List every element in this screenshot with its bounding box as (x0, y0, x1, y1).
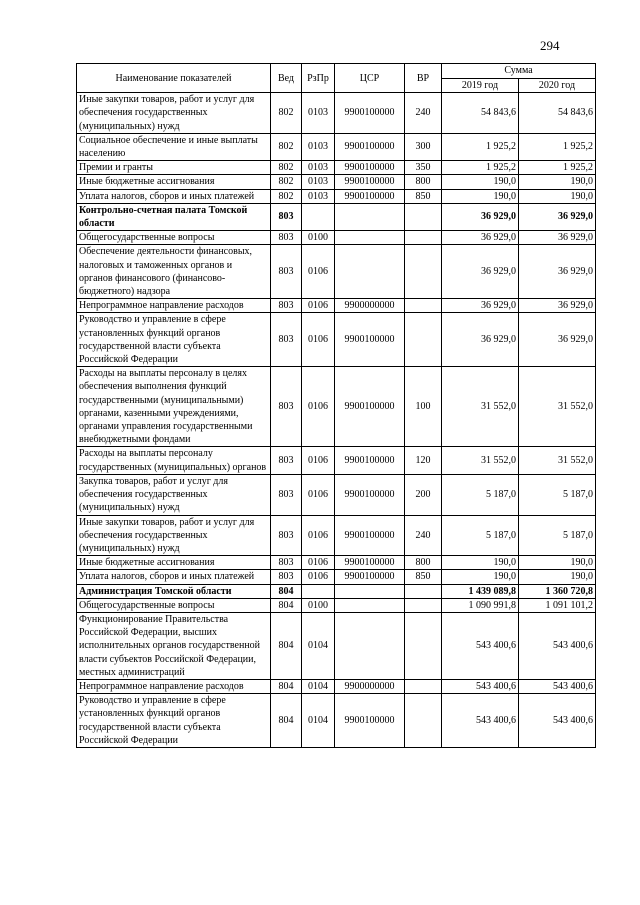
cell-vr: 300 (405, 133, 442, 160)
table-row (77, 367, 596, 447)
cell-sum-2020: 190,0 (519, 175, 596, 189)
cell-sum-2020: 543 400,6 (519, 612, 596, 679)
cell-sum-2019: 543 400,6 (442, 679, 519, 693)
table-row (77, 245, 596, 299)
cell-csr: 9900000000 (335, 299, 405, 313)
cell-csr: 9900100000 (335, 447, 405, 474)
cell-name: Закупка товаров, работ и услуг для обеспечения государственных (муниципальных) нужд (77, 474, 271, 515)
cell-name: Расходы на выплаты персоналу государственных (муниципальных) органов (77, 447, 271, 474)
cell-rzpr: 0103 (302, 175, 335, 189)
cell-rzpr (302, 203, 335, 230)
cell-rzpr: 0103 (302, 161, 335, 175)
cell-rzpr: 0106 (302, 313, 335, 367)
cell-sum-2019: 190,0 (442, 189, 519, 203)
cell-vr: 100 (405, 367, 442, 447)
cell-ved: 803 (271, 203, 302, 230)
cell-sum-2020: 31 552,0 (519, 447, 596, 474)
cell-vr: 200 (405, 474, 442, 515)
table-row (77, 313, 596, 367)
cell-sum-2019: 190,0 (442, 570, 519, 584)
cell-ved: 803 (271, 570, 302, 584)
cell-rzpr: 0106 (302, 474, 335, 515)
cell-sum-2020: 543 400,6 (519, 694, 596, 748)
cell-sum-2020: 5 187,0 (519, 515, 596, 556)
cell-sum-2020: 36 929,0 (519, 203, 596, 230)
cell-name: Непрограммное направление расходов (77, 679, 271, 693)
budget-table (76, 63, 596, 748)
cell-ved: 804 (271, 694, 302, 748)
cell-vr: 800 (405, 175, 442, 189)
cell-rzpr: 0106 (302, 299, 335, 313)
cell-csr: 9900100000 (335, 570, 405, 584)
cell-csr: 9900100000 (335, 93, 405, 134)
cell-ved: 803 (271, 367, 302, 447)
cell-name: Руководство и управление в сфере установленных функций органов государственной власти субъекта Российской Федерации (77, 694, 271, 748)
cell-sum-2019: 36 929,0 (442, 313, 519, 367)
cell-vr: 800 (405, 556, 442, 570)
cell-sum-2020: 543 400,6 (519, 679, 596, 693)
cell-sum-2020: 1 360 720,8 (519, 584, 596, 598)
cell-name: Администрация Томской области (77, 584, 271, 598)
cell-ved: 802 (271, 161, 302, 175)
cell-sum-2019: 36 929,0 (442, 231, 519, 245)
cell-sum-2020: 1 925,2 (519, 133, 596, 160)
cell-rzpr (302, 584, 335, 598)
cell-ved: 803 (271, 313, 302, 367)
cell-name: Обеспечение деятельности финансовых, налоговых и таможенных органов и органов финансового (финансово-бюджетного) надзора (77, 245, 271, 299)
cell-sum-2020: 1 091 101,2 (519, 598, 596, 612)
cell-csr: 9900100000 (335, 189, 405, 203)
cell-name: Руководство и управление в сфере установленных функций органов государственной власти субъекта Российской Федерации (77, 313, 271, 367)
header-sum: Сумма (442, 64, 596, 79)
cell-vr: 240 (405, 93, 442, 134)
table-body (77, 93, 596, 748)
cell-csr: 9900100000 (335, 556, 405, 570)
cell-name: Функционирование Правительства Российской Федерации, высших исполнительных органов государственной власти субъектов Российской Федерации, местных администраций (77, 612, 271, 679)
cell-sum-2020: 190,0 (519, 189, 596, 203)
table-row (77, 189, 596, 203)
cell-vr (405, 203, 442, 230)
cell-sum-2019: 1 090 991,8 (442, 598, 519, 612)
cell-sum-2019: 31 552,0 (442, 367, 519, 447)
cell-name: Иные бюджетные ассигнования (77, 175, 271, 189)
cell-rzpr: 0104 (302, 694, 335, 748)
cell-sum-2020: 36 929,0 (519, 245, 596, 299)
header-ved: Вед (271, 64, 302, 93)
cell-vr (405, 231, 442, 245)
cell-sum-2020: 31 552,0 (519, 367, 596, 447)
cell-sum-2020: 1 925,2 (519, 161, 596, 175)
cell-sum-2020: 36 929,0 (519, 313, 596, 367)
cell-ved: 802 (271, 93, 302, 134)
cell-sum-2019: 5 187,0 (442, 515, 519, 556)
cell-vr (405, 679, 442, 693)
cell-csr (335, 231, 405, 245)
header-csr: ЦСР (335, 64, 405, 93)
cell-name: Иные закупки товаров, работ и услуг для обеспечения государственных (муниципальных) нужд (77, 515, 271, 556)
cell-rzpr: 0104 (302, 679, 335, 693)
cell-csr (335, 584, 405, 598)
table-header (77, 64, 596, 93)
cell-csr (335, 245, 405, 299)
table-row (77, 570, 596, 584)
cell-sum-2019: 543 400,6 (442, 612, 519, 679)
cell-ved: 803 (271, 299, 302, 313)
cell-rzpr: 0106 (302, 447, 335, 474)
cell-sum-2019: 36 929,0 (442, 245, 519, 299)
cell-vr (405, 584, 442, 598)
cell-sum-2020: 190,0 (519, 570, 596, 584)
table-row (77, 93, 596, 134)
cell-sum-2020: 54 843,6 (519, 93, 596, 134)
cell-sum-2019: 36 929,0 (442, 299, 519, 313)
cell-name: Уплата налогов, сборов и иных платежей (77, 570, 271, 584)
cell-sum-2020: 36 929,0 (519, 231, 596, 245)
table-row (77, 175, 596, 189)
cell-ved: 804 (271, 584, 302, 598)
cell-vr: 120 (405, 447, 442, 474)
cell-rzpr: 0104 (302, 612, 335, 679)
cell-vr (405, 694, 442, 748)
cell-csr (335, 203, 405, 230)
table-row (77, 447, 596, 474)
cell-csr (335, 598, 405, 612)
cell-vr (405, 313, 442, 367)
cell-vr: 850 (405, 570, 442, 584)
cell-name: Расходы на выплаты персоналу в целях обеспечения выполнения функций государственными (муниципальными) органами, казенными учреждениями, органами управления государственными внебюджетными фондами (77, 367, 271, 447)
cell-rzpr: 0106 (302, 367, 335, 447)
cell-rzpr: 0106 (302, 570, 335, 584)
cell-sum-2019: 1 439 089,8 (442, 584, 519, 598)
header-name: Наименование показателей (77, 64, 271, 93)
cell-csr: 9900100000 (335, 161, 405, 175)
cell-vr (405, 598, 442, 612)
cell-name: Контрольно-счетная палата Томской области (77, 203, 271, 230)
cell-vr (405, 299, 442, 313)
cell-csr: 9900100000 (335, 367, 405, 447)
table-row (77, 556, 596, 570)
cell-ved: 804 (271, 612, 302, 679)
cell-vr (405, 612, 442, 679)
cell-rzpr: 0103 (302, 189, 335, 203)
cell-name: Общегосударственные вопросы (77, 598, 271, 612)
cell-sum-2020: 36 929,0 (519, 299, 596, 313)
cell-rzpr: 0106 (302, 556, 335, 570)
cell-sum-2019: 36 929,0 (442, 203, 519, 230)
cell-vr (405, 245, 442, 299)
cell-sum-2019: 54 843,6 (442, 93, 519, 134)
cell-ved: 802 (271, 189, 302, 203)
cell-ved: 803 (271, 556, 302, 570)
cell-csr (335, 612, 405, 679)
cell-csr: 9900100000 (335, 694, 405, 748)
cell-sum-2020: 190,0 (519, 556, 596, 570)
cell-ved: 804 (271, 679, 302, 693)
cell-ved: 802 (271, 133, 302, 160)
table-row (77, 679, 596, 693)
cell-ved: 803 (271, 245, 302, 299)
cell-name: Социальное обеспечение и иные выплаты населению (77, 133, 271, 160)
cell-sum-2019: 31 552,0 (442, 447, 519, 474)
header-vr: ВР (405, 64, 442, 93)
cell-csr: 9900000000 (335, 679, 405, 693)
table-row (77, 203, 596, 230)
table-row (77, 612, 596, 679)
header-rzpr: РзПр (302, 64, 335, 93)
table-row (77, 474, 596, 515)
cell-vr: 850 (405, 189, 442, 203)
cell-sum-2019: 1 925,2 (442, 133, 519, 160)
cell-sum-2019: 543 400,6 (442, 694, 519, 748)
cell-rzpr: 0106 (302, 515, 335, 556)
cell-name: Уплата налогов, сборов и иных платежей (77, 189, 271, 203)
cell-rzpr: 0106 (302, 245, 335, 299)
page-number: 294 (540, 38, 560, 53)
cell-ved: 803 (271, 515, 302, 556)
cell-csr: 9900100000 (335, 313, 405, 367)
cell-ved: 803 (271, 447, 302, 474)
table-row (77, 299, 596, 313)
table-row (77, 584, 596, 598)
cell-csr: 9900100000 (335, 474, 405, 515)
cell-rzpr: 0100 (302, 231, 335, 245)
cell-sum-2019: 190,0 (442, 175, 519, 189)
cell-vr: 350 (405, 161, 442, 175)
table-row (77, 231, 596, 245)
cell-rzpr: 0103 (302, 93, 335, 134)
cell-name: Иные закупки товаров, работ и услуг для обеспечения государственных (муниципальных) нужд (77, 93, 271, 134)
cell-vr: 240 (405, 515, 442, 556)
header-year-2020: 2020 год (519, 79, 596, 93)
cell-ved: 803 (271, 231, 302, 245)
cell-sum-2020: 5 187,0 (519, 474, 596, 515)
table-row (77, 515, 596, 556)
cell-csr: 9900100000 (335, 175, 405, 189)
cell-ved: 802 (271, 175, 302, 189)
cell-ved: 804 (271, 598, 302, 612)
cell-csr: 9900100000 (335, 133, 405, 160)
table-row (77, 598, 596, 612)
cell-name: Иные бюджетные ассигнования (77, 556, 271, 570)
cell-sum-2019: 190,0 (442, 556, 519, 570)
cell-name: Непрограммное направление расходов (77, 299, 271, 313)
cell-name: Премии и гранты (77, 161, 271, 175)
cell-rzpr: 0100 (302, 598, 335, 612)
cell-ved: 803 (271, 474, 302, 515)
cell-rzpr: 0103 (302, 133, 335, 160)
cell-name: Общегосударственные вопросы (77, 231, 271, 245)
table-row (77, 694, 596, 748)
cell-sum-2019: 5 187,0 (442, 474, 519, 515)
table-row (77, 161, 596, 175)
table-row (77, 133, 596, 160)
cell-sum-2019: 1 925,2 (442, 161, 519, 175)
header-year-2019: 2019 год (442, 79, 519, 93)
cell-csr: 9900100000 (335, 515, 405, 556)
